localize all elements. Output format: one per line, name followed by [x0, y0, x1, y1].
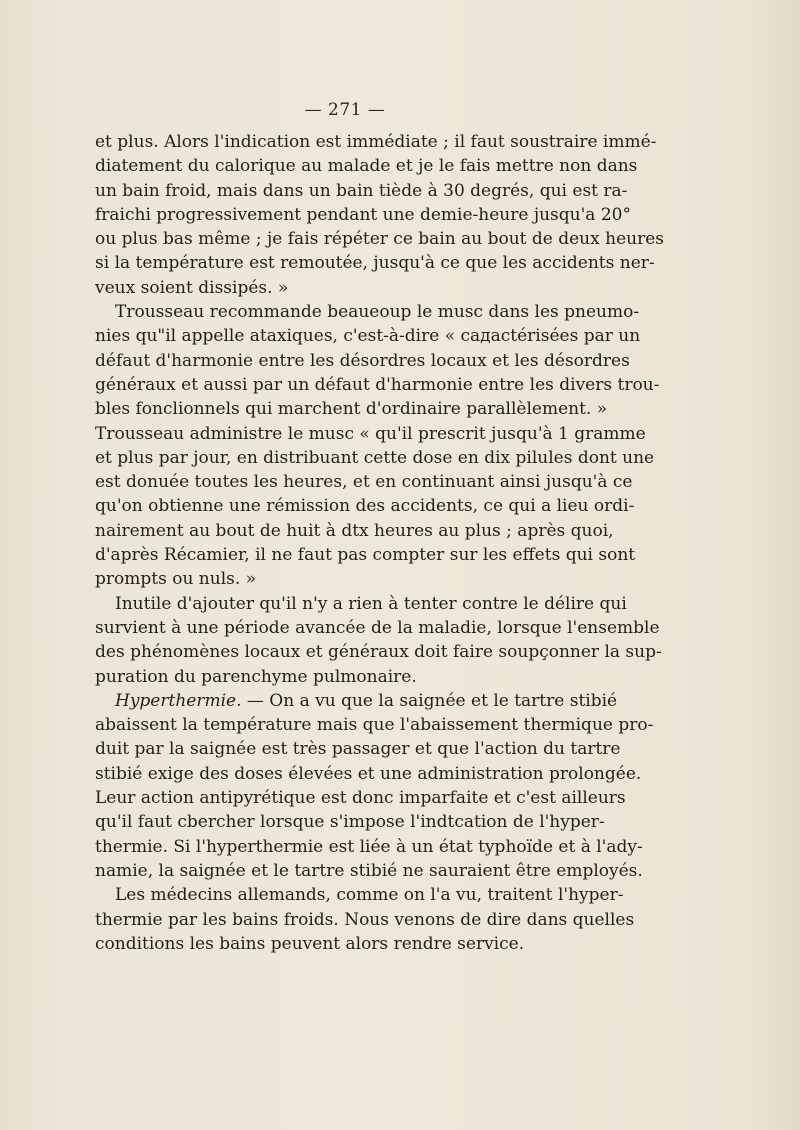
text-line — [95, 689, 618, 713]
text-line: et plus par jour, en distribuant cette dose en dix pilules dont une — [95, 447, 655, 468]
text-line: qu'on obtienne une rémission des accidents, ce qui a lieu ordi- — [95, 496, 635, 517]
text-line: est donuée toutes les heures, et en continuant ainsi jusqu'à ce — [95, 472, 633, 493]
section-heading: Hyperthermie. — [115, 690, 242, 711]
text-line: et plus. Alors l'indication est immédiate ; il faut soustraire immé- — [95, 132, 657, 152]
text-line: nies qu"il appelle ataxiques, c'est-à-dire « caдactérisées par un — [95, 326, 641, 347]
text-line: namie, la saignée et le tartre stibié ne sauraient être employés. — [95, 860, 643, 881]
text-line: fraichi progressivement pendant une demie-heure jusqu'a 20° — [95, 204, 631, 225]
text-line: thermie par les bains froids. Nous venons de dire dans quelles — [95, 909, 635, 930]
text-line: duit par la saignée est très passager et que l'action du tartre — [95, 739, 621, 760]
text-line: diatement du calorique au malade et je le fais mettre non dans — [95, 156, 638, 177]
text-line: ou plus bas même ; je fais répéter ce bain au bout de deux heures — [95, 229, 664, 250]
text-line: défaut d'harmonie entre les désordres locaux et les désordres — [95, 350, 630, 371]
text-line: Les médecins allemands, comme on l'a vu, traitent l'hyper- — [115, 885, 624, 906]
text-line: conditions les bains peuvent alors rendre service. — [95, 933, 525, 954]
text-line: Inutile d'ajouter qu'il n'y a rien à tenter contre le délire qui — [115, 593, 627, 614]
text-line: stibié exige des doses élevées et une administration prolongée. — [95, 763, 642, 784]
text-line: nairement au bout de huit à dtx heures au plus ; après quoi, — [95, 520, 614, 541]
text-line: généraux et aussi par un défaut d'harmonie entre les divers trou- — [95, 374, 660, 395]
text-line: des phénomènes locaux et généraux doit faire soupçonner la sup- — [95, 642, 662, 663]
text-line: abaissent la température mais que l'abaissement thermique pro- — [95, 715, 654, 736]
text-line: veux soient dissipés. » — [95, 277, 289, 298]
text-line: Trousseau administre le musc « qu'il prescrit jusqu'à 1 gramme — [95, 423, 646, 444]
text-line: Leur action antipyrétique est donc imparfaite et c'est ailleurs — [95, 788, 626, 809]
text-line: un bain froid, mais dans un bain tiède à 30 degrés, qui est ra- — [95, 180, 628, 201]
text-line: prompts ou nuls. » — [95, 569, 257, 590]
text-line: si la température est remoutée, jusqu'à ce que les accidents ner- — [95, 253, 655, 274]
text-line: puration du parenchyme pulmonaire. — [95, 666, 417, 687]
body-text — [95, 130, 664, 956]
text-line: thermie. Si l'hyperthermie est liée à un état typhoïde et à l'ady- — [95, 836, 643, 857]
text-line: qu'il faut cbercher lorsque s'impose l'indtcation de l'hyper- — [95, 812, 605, 833]
text-line: survient à une période avancée de la maladie, lorsque l'ensemble — [95, 617, 660, 638]
text-line: bles fonclionnels qui marchent d'ordinaire parallèlement. » — [95, 399, 608, 420]
text-line: Trousseau recommande beaueoup le musc dans les pneumo- — [115, 302, 640, 323]
page-number: — 271 — — [304, 100, 386, 120]
heading-text: — On a vu que la saignée et le tartre stibié — [241, 690, 618, 711]
text-line: d'après Récamier, il ne faut pas compter sur les effets qui sont — [95, 545, 636, 566]
